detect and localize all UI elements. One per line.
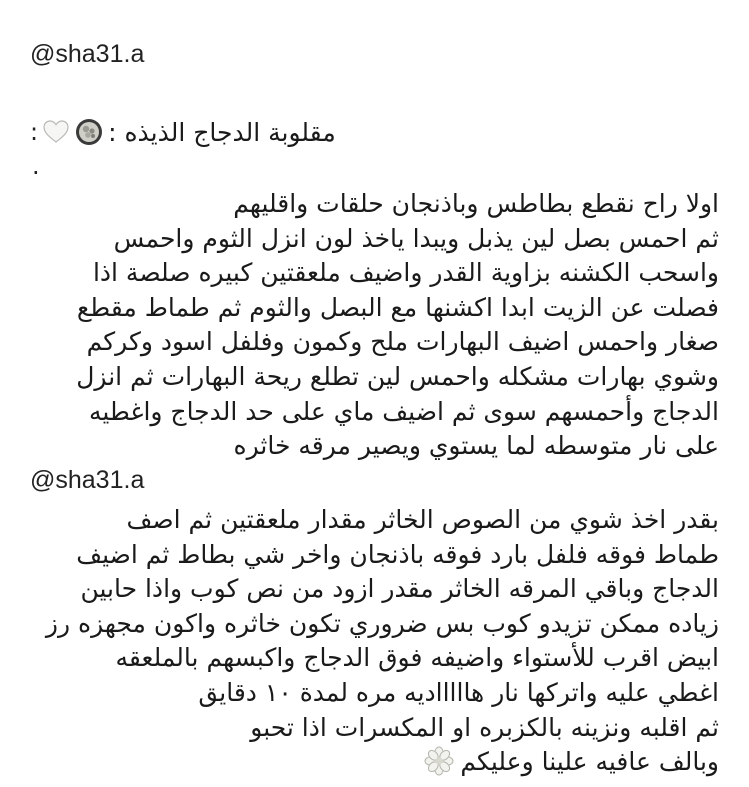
author-handle-middle: @sha31.a [30,466,145,494]
white-heart-icon [42,118,70,146]
recipe-title-row [30,114,720,150]
bowl-icon [74,117,104,147]
recipe-paragraph-1 [19,187,719,464]
title-colon: : [30,118,39,146]
text-line: اغطي عليه واتركها نار هاااااديه مره لمدة ١٠ دقايق [198,677,719,707]
text-line: الدجاج وباقي المرقه الخاثر مقدر ازود من نص كوب واذا حابين [80,574,719,604]
text-line: وشوي بهارات مشكله واحمس لين تطلع ريحة البهارات ثم انزل [76,361,719,391]
closing-line [19,745,719,780]
text-line: ابيض اقرب للأستواء واضيفه فوق الدجاج واكبسهم بالملعقه [115,643,719,673]
recipe-paragraph-2 [19,503,719,780]
text-line: زياده ممكن تزيدو كوب بس ضروري تكون خاثره واكون مجهزه رز [45,608,719,638]
closing-text: وبالف عافيه علينا وعليكم [460,747,719,777]
text-line: ثم احمس بصل لين يذبل ويبدا ياخذ لون انزل الثوم واحمس [113,223,719,253]
separator-dot: . [32,152,40,180]
author-handle-top: @sha31.a [30,40,145,68]
text-line: على نار متوسطه لما يستوي ويصير مرقه خاثره [233,431,719,461]
text-line: الدجاج وأحمسهم سوى ثم اضيف ماي على حد الدجاج واغطيه [88,396,719,426]
text-line: فصلت عن الزيت ابدا اكشنها مع البصل والثوم ثم طماط مقطع [76,292,719,322]
recipe-title: مقلوبة الدجاج الذيذه : [108,117,336,147]
text-line: طماط فوقه فلفل بارد فوقه باذنجان واخر شي بطاط ثم اضيف [76,539,719,569]
text-line: صغار واحمس اضيف البهارات ملح وكمون وفلفل اسود وكركم [86,327,719,357]
text-line: واسحب الكشنه بزاوية القدر واضيف ملعقتين كبيره صلصة اذا [92,258,719,288]
blossom-icon [424,746,454,776]
text-line: بقدر اخذ شوي من الصوص الخاثر مقدار ملعقتين ثم اصف [126,505,719,534]
text-line: اولا راح نقطع بطاطس وباذنجان حلقات واقليهم [233,189,719,218]
text-line: ثم اقلبه ونزينه بالكزبره او المكسرات اذا تحبو [250,712,719,742]
